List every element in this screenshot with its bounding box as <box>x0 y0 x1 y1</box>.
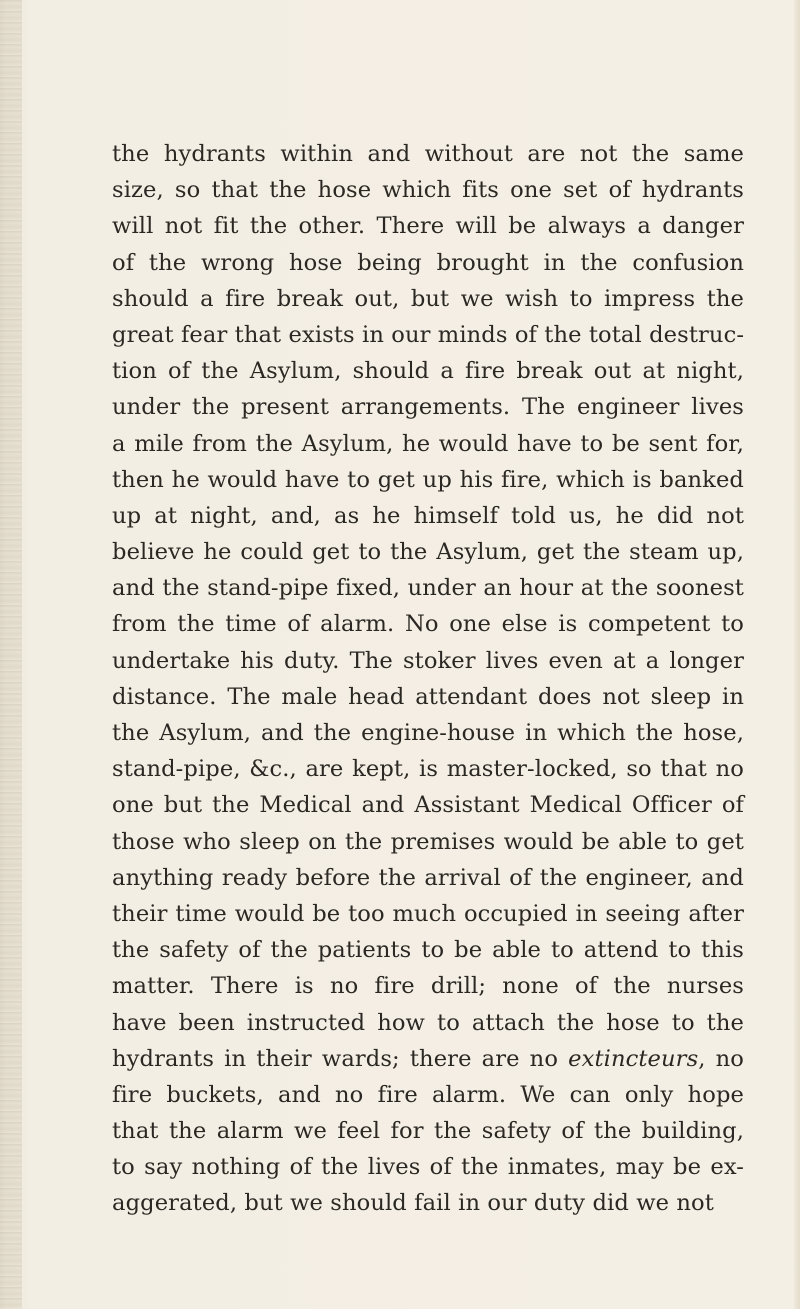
text-line: a mile from the Asylum, he would have to be sent for, <box>112 430 744 457</box>
text-line: fire buckets, and no fire alarm. We can only hope <box>112 1081 744 1108</box>
text-line: anything ready before the arrival of the engineer, and <box>112 864 744 891</box>
text-line: one but the Medical and Assistant Medical Officer of <box>112 792 744 819</box>
text-run: , no <box>698 1045 745 1072</box>
text-line: that the alarm we feel for the safety of the building, <box>112 1118 744 1145</box>
text-line: undertake his duty. The stoker lives even at a longer <box>112 647 744 674</box>
text-line: will not fit the other. There will be always a danger <box>112 213 744 240</box>
text-line: matter. There is no fire drill; none of the nurses <box>112 973 744 1000</box>
text-line: under the present arrangements. The engineer lives <box>112 394 744 421</box>
text-line: their time would be too much occupied in seeing after <box>112 900 744 927</box>
italic-term: extincteurs <box>568 1045 699 1072</box>
text-line: the hydrants within and without are not the same <box>112 141 744 167</box>
text-line: those who sleep on the premises would be able to get <box>112 828 744 855</box>
text-line: of the wrong hose being brought in the confusion <box>112 249 744 276</box>
text-line: distance. The male head attendant does not sleep in <box>112 683 744 710</box>
text-line: should a fire break out, but we wish to impress the <box>112 285 744 312</box>
text-line: to say nothing of the lives of the inmates, may be ex- <box>112 1154 744 1181</box>
text-line <box>112 1041 744 1077</box>
text-line: stand-pipe, &c., are kept, is master-locked, so that no <box>112 756 744 783</box>
text-run: hydrants in their wards; there are no <box>112 1045 569 1072</box>
text-line: great fear that exists in our minds of the total destruc- <box>112 321 745 348</box>
body-text <box>112 136 744 1222</box>
text-line: tion of the Asylum, should a fire break out at night, <box>112 358 744 385</box>
text-line: up at night, and, as he himself told us, he did not <box>112 502 744 529</box>
text-line: aggerated, but we should fail in our duty did we not <box>112 1190 714 1217</box>
text-line: and the stand-pipe fixed, under an hour at the soonest <box>112 575 744 602</box>
text-line: from the time of alarm. No one else is competent to <box>112 611 744 638</box>
text-line: the safety of the patients to be able to attend to this <box>112 937 744 964</box>
text-line: have been instructed how to attach the hose to the <box>112 1009 744 1036</box>
text-line: the Asylum, and the engine-house in which the hose, <box>112 720 744 746</box>
page-edge <box>794 0 800 1309</box>
text-line: size, so that the hose which fits one set of hydrants <box>112 177 744 204</box>
page-binding-gutter <box>0 0 22 1309</box>
text-line: believe he could get to the Asylum, get the steam up, <box>112 539 744 566</box>
text-line: then he would have to get up his fire, which is banked <box>112 466 744 493</box>
